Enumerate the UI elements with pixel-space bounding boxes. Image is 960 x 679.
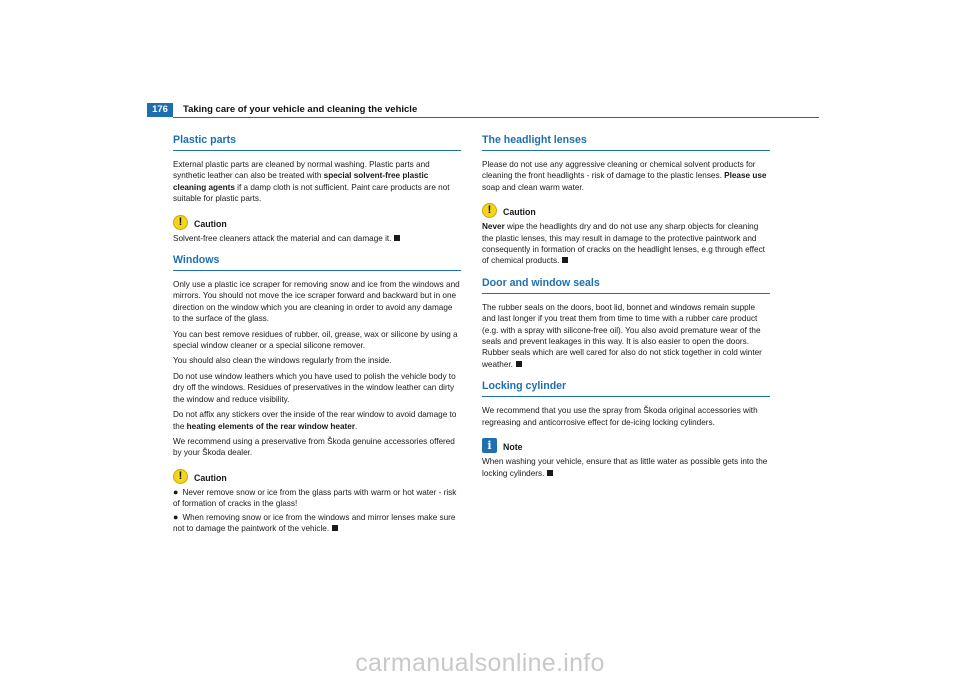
text-span: soap and clean warm water. bbox=[482, 182, 584, 192]
bullet-dot-icon: ● bbox=[173, 511, 179, 522]
caution-box bbox=[173, 467, 461, 535]
text-span: When washing your vehicle, ensure that as little water as possible gets into the locking cylinders. bbox=[482, 457, 768, 478]
text-span: wipe the headlights dry and do not use any sharp objects for cleaning the plastic lenses, this may result in damage to the protective paintwork and consequently in formation of cracks on the headlight lenses, e.g through effect of chemical products. bbox=[482, 222, 765, 266]
text-span: Never remove snow or ice from the glass parts with warm or hot water - risk of formation of cracks in the glass! bbox=[173, 487, 457, 509]
windows-section bbox=[173, 254, 461, 534]
note-header bbox=[482, 436, 770, 453]
door-window-seals-section bbox=[482, 277, 770, 370]
plastic-parts-section bbox=[173, 134, 461, 244]
left-column bbox=[173, 134, 461, 544]
caution-box bbox=[482, 201, 770, 267]
exclamation-circle-icon: ! bbox=[173, 215, 188, 230]
section-heading-plastic-parts: Plastic parts bbox=[173, 134, 461, 151]
paragraph: We recommend using a preservative from Škoda genuine accessories offered by your Škoda dealer. bbox=[173, 436, 455, 458]
text-span: . bbox=[355, 421, 358, 431]
end-of-section-icon bbox=[394, 235, 400, 241]
caution-box bbox=[173, 213, 461, 244]
bold-text: Please use bbox=[724, 171, 767, 181]
caution-text bbox=[173, 233, 461, 244]
bullet-item bbox=[173, 487, 461, 510]
bold-text: special solvent-free plastic cleaning agents bbox=[173, 171, 429, 192]
section-heading-locking-cylinder: Locking cylinder bbox=[482, 380, 770, 397]
paragraph bbox=[173, 409, 461, 432]
note-box bbox=[482, 436, 770, 479]
section-heading-door-window-seals: Door and window seals bbox=[482, 277, 770, 294]
exclamation-circle-icon: ! bbox=[482, 203, 497, 218]
paragraph: You can best remove residues of rubber, oil, grease, wax or silicone by using a special window cleaner or a special silicone remover. bbox=[173, 329, 458, 351]
paragraph: You should also clean the windows regularly from the inside. bbox=[173, 356, 392, 366]
caution-text bbox=[482, 221, 770, 267]
chapter-title: Taking care of your vehicle and cleaning the vehicle bbox=[183, 104, 418, 115]
paragraph: Do not use window leathers which you have used to polish the vehicle body to dry off the windows. Residues of preservatives in the window leather can dirty the window and reduce visibility. bbox=[173, 371, 456, 404]
text-span: When removing snow or ice from the windows and mirror lenses make sure not to damage the paintwork of the vehicle. bbox=[173, 512, 456, 533]
text-span: Solvent-free cleaners attack the material and can damage it. bbox=[173, 233, 392, 243]
caution-header bbox=[173, 213, 461, 230]
text-span: Please do not use any aggressive cleaning or chemical solvent products for cleaning the front headlights - risk of damage to the plastic lenses. bbox=[482, 160, 756, 181]
caution-header bbox=[482, 201, 770, 218]
bold-text: heating elements of the rear window heater bbox=[186, 421, 356, 431]
text-span: if a damp cloth is not sufficient. Paint care products are not suitable for plastic parts. bbox=[173, 182, 450, 204]
text-span: Do not affix any stickers over the inside of the rear window to avoid damage to the bbox=[173, 410, 457, 431]
page-number: 176 bbox=[147, 103, 173, 117]
caution-title: Caution bbox=[503, 207, 536, 218]
locking-cylinder-section bbox=[482, 380, 770, 479]
exclamation-circle-icon: ! bbox=[173, 469, 188, 484]
bullet-dot-icon: ● bbox=[173, 486, 179, 497]
end-of-section-icon bbox=[516, 361, 522, 367]
right-column bbox=[482, 134, 770, 489]
paragraph bbox=[482, 159, 770, 193]
end-of-section-icon bbox=[332, 525, 338, 531]
header-divider bbox=[173, 117, 819, 118]
note-text bbox=[482, 456, 770, 479]
section-heading-windows: Windows bbox=[173, 254, 461, 271]
caution-title: Caution bbox=[194, 472, 227, 483]
headlight-lenses-section bbox=[482, 134, 770, 267]
caution-title: Caution bbox=[194, 218, 227, 229]
end-of-section-icon bbox=[547, 470, 553, 476]
page-header bbox=[147, 103, 819, 117]
watermark: carmanualsonline.info bbox=[355, 649, 605, 677]
text-span: The rubber seals on the doors, boot lid, bonnet and windows remain supple and last longer if you treat them from time to time with a rubber care product (e.g. with a spray with silicone-free oil). You also avoid premature wear of the seals and prevent leakages in this way. It is also easier to open the doors. Rubber seals which are well cared for also do not stick together in cold winter weather. bbox=[482, 302, 762, 369]
paragraph bbox=[173, 159, 461, 205]
caution-header bbox=[173, 467, 461, 484]
note-title: Note bbox=[503, 442, 523, 453]
paragraph: Only use a plastic ice scraper for removing snow and ice from the windows and mirrors. You should not move the ice scraper forward and backward but in one direction on the window which you are cleaning in order to avoid any damage to the surface of the glass. bbox=[173, 280, 460, 324]
end-of-section-icon bbox=[562, 257, 568, 263]
bold-text: Never bbox=[482, 222, 505, 232]
bullet-item bbox=[173, 512, 461, 535]
paragraph bbox=[482, 302, 770, 370]
paragraph: We recommend that you use the spray from Škoda original accessories with regreasing and anticorrosive effect for de-icing locking cylinders. bbox=[482, 406, 758, 427]
text-span: External plastic parts are cleaned by normal washing. Plastic parts and synthetic leather can also be treated with bbox=[173, 160, 430, 181]
section-heading-headlight-lenses: The headlight lenses bbox=[482, 134, 770, 151]
info-icon: i bbox=[482, 438, 497, 453]
